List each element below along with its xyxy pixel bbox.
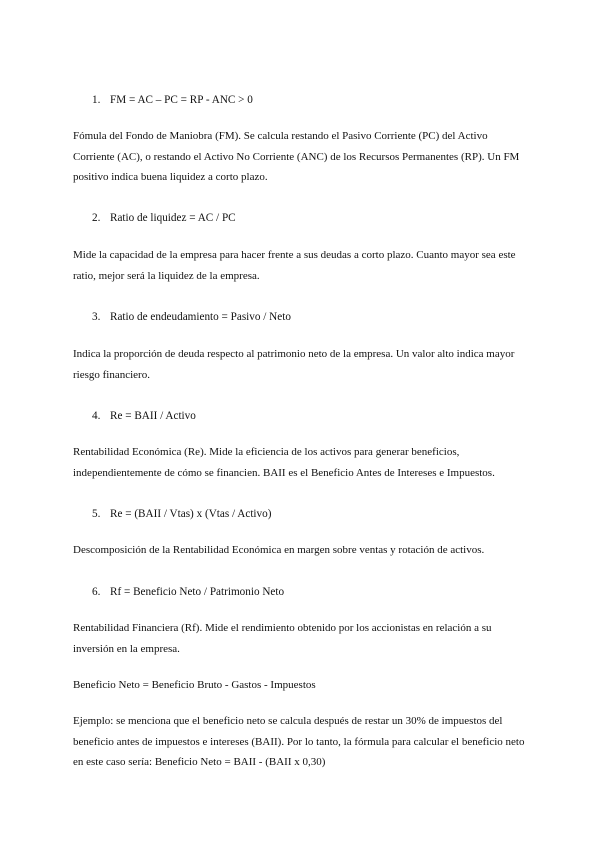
paragraph-line: inversión en la empresa. — [73, 642, 180, 655]
paragraph-line: ratio, mejor será la liquidez de la empresa. — [73, 269, 260, 282]
formula-text: Rf = Beneficio Neto / Patrimonio Neto — [110, 586, 285, 598]
paragraph-5 — [73, 540, 533, 561]
paragraph-3 — [73, 344, 533, 385]
net-profit-formula — [73, 675, 533, 696]
formula-text: Re = BAII / Activo — [110, 410, 196, 422]
list-number: 1. — [92, 94, 101, 106]
paragraph-line: independientemente de cómo se financien. BAII es el Beneficio Antes de Intereses e Impuestos. — [73, 466, 495, 479]
formula-heading-4 — [92, 409, 196, 423]
example-paragraph — [73, 711, 533, 773]
formula-text: Ratio de endeudamiento = Pasivo / Neto — [110, 311, 291, 323]
formula-heading-6 — [92, 585, 284, 599]
paragraph-6 — [73, 618, 533, 659]
list-number: 4. — [92, 410, 101, 422]
formula-text: Ratio de liquidez = AC / PC — [110, 212, 236, 224]
paragraph-2 — [73, 245, 533, 286]
paragraph-line: Descomposición de la Rentabilidad Económica en margen sobre ventas y rotación de activos. — [73, 544, 485, 556]
paragraph-line: Beneficio Neto = Beneficio Bruto - Gastos - Impuestos — [73, 679, 316, 691]
paragraph-4 — [73, 442, 533, 483]
paragraph-line: en este caso sería: Beneficio Neto = BAII - (BAII x 0,30) — [73, 756, 326, 768]
paragraph-line: Rentabilidad Financiera (Rf). Mide el rendimiento obtenido por los accionistas en relación a su — [73, 622, 492, 634]
paragraph-line: Ejemplo: se menciona que el beneficio neto se calcula después de restar un 30% de impuestos del — [73, 715, 503, 727]
formula-heading-1 — [92, 93, 253, 107]
list-number: 5. — [92, 508, 101, 520]
paragraph-line: positivo indica buena liquidez a corto plazo. — [73, 171, 268, 183]
formula-text: Re = (BAII / Vtas) x (Vtas / Activo) — [110, 508, 272, 520]
paragraph-line: Indica la proporción de deuda respecto al patrimonio neto de la empresa. Un valor alto indica mayor — [73, 348, 515, 360]
formula-text: FM = AC – PC = RP - ANC > 0 — [110, 94, 253, 106]
formula-heading-5 — [92, 507, 271, 521]
paragraph-line: Corriente (AC), o restando el Activo No Corriente (ANC) de los Recursos Permanentes (RP). Un FM — [73, 150, 520, 163]
paragraph-line: Rentabilidad Económica (Re). Mide la eficiencia de los activos para generar beneficios, — [73, 446, 460, 458]
paragraph-line: riesgo financiero. — [73, 368, 150, 381]
formula-heading-3 — [92, 310, 291, 324]
list-number: 2. — [92, 212, 101, 224]
list-number: 6. — [92, 586, 101, 598]
paragraph-line: beneficio antes de impuestos e intereses (BAII). Por lo tanto, la fórmula para calcular el beneficio neto — [73, 735, 525, 748]
formula-heading-2 — [92, 211, 236, 225]
paragraph-1 — [73, 126, 533, 188]
paragraph-line: Fómula del Fondo de Maniobra (FM). Se calcula restando el Pasivo Corriente (PC) del Activo — [73, 130, 488, 142]
paragraph-line: Mide la capacidad de la empresa para hacer frente a sus deudas a corto plazo. Cuanto mayor sea este — [73, 249, 516, 261]
list-number: 3. — [92, 311, 101, 323]
